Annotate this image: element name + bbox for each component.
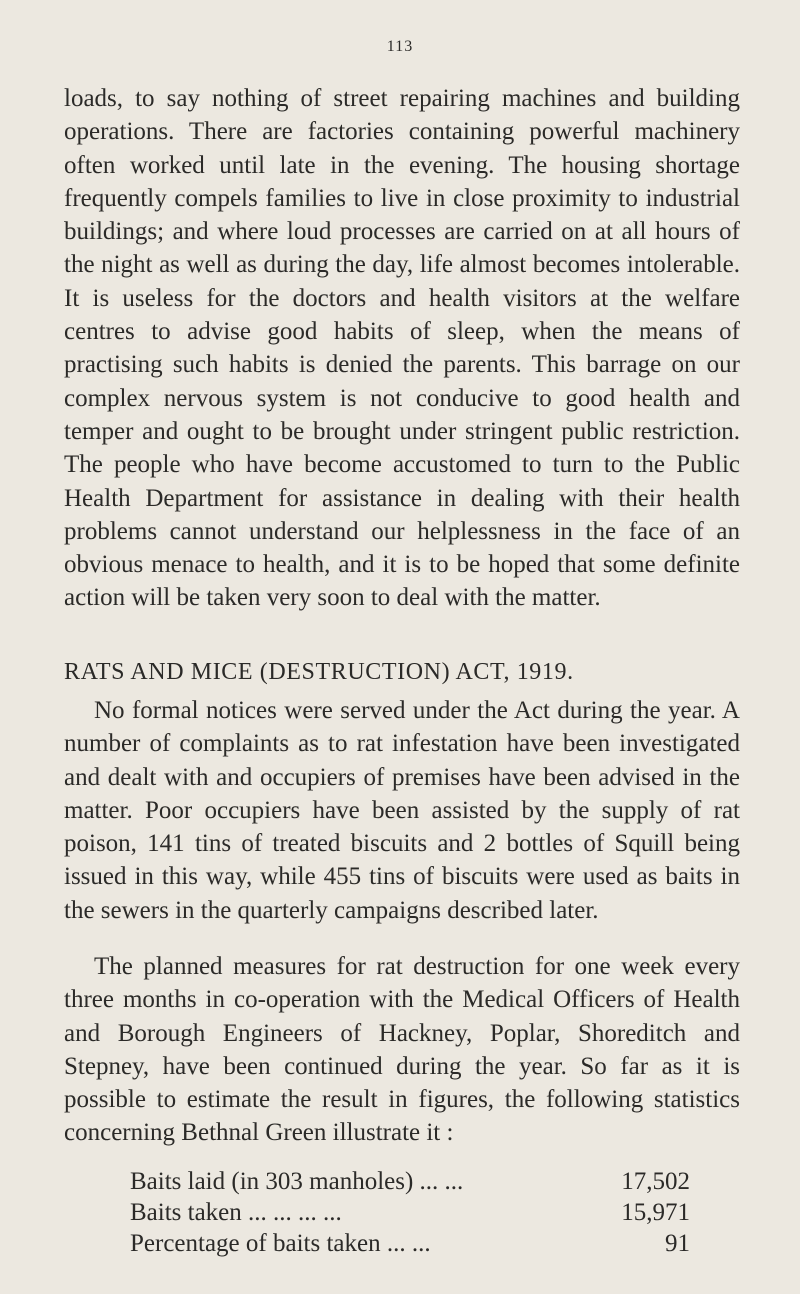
page-number: 113: [386, 38, 414, 55]
stat-row-percentage-taken: [130, 1228, 690, 1259]
paragraph-planned-measures: The planned measures for rat destruction for one week every three months in co-operation with the Medical Officers of Health and Borough Engineers of Hackney, Poplar, Shoreditch and Stepney, have been continued during the year. So far as it is possible to estimate the result in figures, the following statistics concerning Bethnal Green illustrate it :: [64, 953, 740, 1147]
stat-value: 91: [665, 1230, 690, 1257]
stat-value: 17,502: [621, 1168, 690, 1195]
paragraph-formal-notices: No formal notices were served under the Act during the year. A number of complaints as to rat infestation have been investigated and dealt with and occupiers of premises have been advised in the matter. Poor occupiers have been assisted by the supply of rat poison, 141 tins of treated biscuits and 2 bottles of Squill being issued in this way, while 455 tins of biscuits were used as baits in the sewers in the quarterly campaigns described later.: [64, 697, 740, 924]
stat-value: 15,971: [621, 1199, 690, 1226]
stat-label: Baits laid (in 303 manholes) ... ...: [130, 1168, 464, 1195]
paragraph-noise-nuisance: loads, to say nothing of street repairing machines and building operations. There are factories containing powerful machinery often worked until late in the evening. The housing shortage frequently compels families to live in close proximity to industrial buildings; and where loud processes are carried on at all hours of the night as well as during the day, life almost becomes intolerable. It is useless for the doctors and health visitors at the welfare centres to advise good habits of sleep, when the means of practising such habits is denied the parents. This barrage on our complex nervous system is not conducive to good health and temper and ought to be brought under stringent public restriction. The people who have become accustomed to turn to the Public Health Department for assistance in dealing with their health problems cannot understand our helplessness in the face of an obvious menace to health, and it is to be hoped that some definite action will be taken very soon to deal with the matter.: [64, 85, 740, 612]
stat-label: Percentage of baits taken ... ...: [130, 1230, 431, 1257]
section-heading-rats-and-mice: RATS AND MICE (DESTRUCTION) ACT, 1919.: [64, 659, 574, 685]
statistics-table: [130, 1166, 690, 1259]
stat-row-baits-laid: [130, 1166, 690, 1197]
stat-label: Baits taken ... ... ... ...: [130, 1199, 342, 1226]
stat-row-baits-taken: [130, 1197, 690, 1228]
